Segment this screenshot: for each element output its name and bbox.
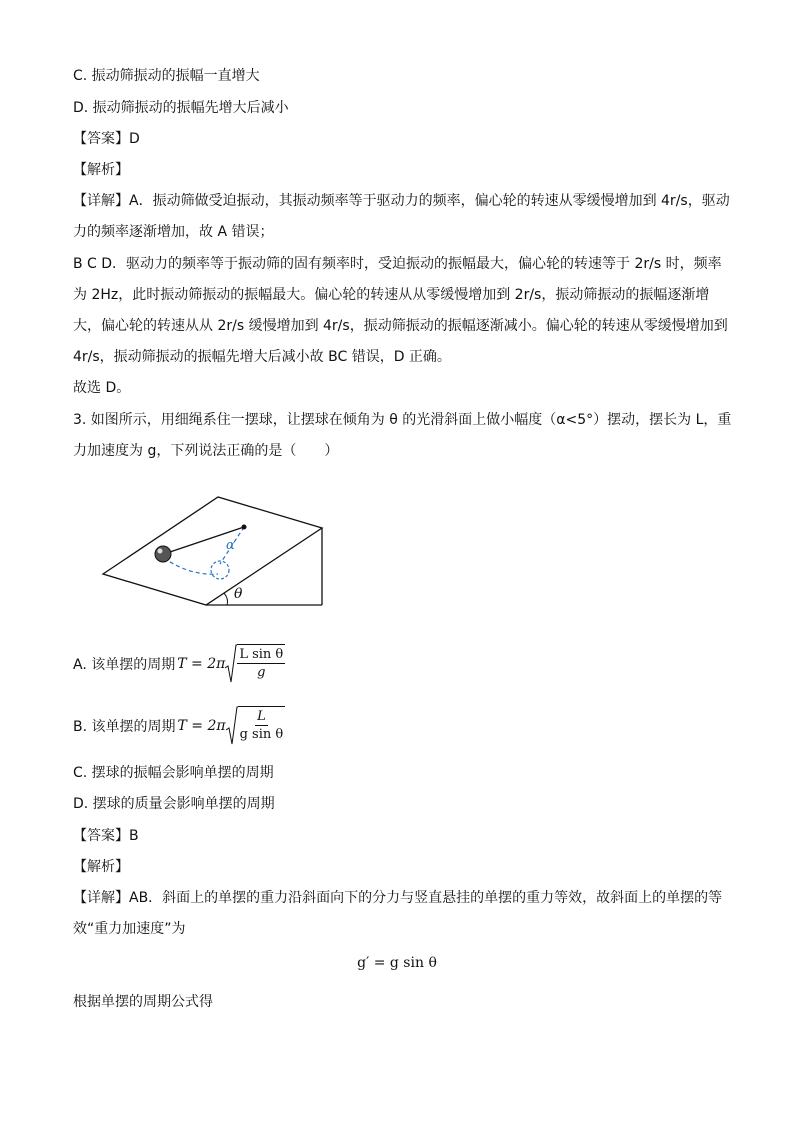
option-a-lhs: T = 2π	[177, 656, 226, 672]
option-d-previous: D. 振动筛振动的振幅先增大后减小	[73, 100, 289, 116]
option-a-denominator: g	[257, 665, 266, 680]
analysis-label-2: 【解析】	[73, 859, 129, 875]
option-b-sqrt	[226, 706, 286, 746]
option-b-lhs: T = 2π	[177, 718, 226, 734]
alpha-label: α	[226, 538, 235, 553]
pendulum-ball	[155, 546, 171, 562]
option-a-sqrt	[225, 644, 285, 684]
final-line: 根据单摆的周期公式得	[73, 994, 213, 1010]
option-a-numerator: L sin θ	[239, 647, 284, 662]
option-c: C. 摆球的振幅会影响单摆的周期	[73, 765, 274, 781]
option-b-numerator: L	[257, 709, 266, 724]
theta-label: θ	[234, 586, 243, 602]
option-c-previous: C. 振动筛振动的振幅一直增大	[73, 68, 260, 84]
conclusion-1: 故选 D。	[73, 380, 131, 396]
swing-arc-dashed	[164, 558, 218, 574]
detail-paragraph-1: 【详解】A．振动筛做受迫振动，其振动频率等于驱动力的频率，偏心轮的转速从零缓慢增加到 4r/s，驱动力的频率逐渐增加，故 A 错误；	[73, 193, 730, 240]
option-a	[73, 643, 285, 685]
pendulum-ball-highlight	[158, 549, 163, 554]
question-3-stem: 3. 如图所示，用细绳系住一摆球，让摆球在倾角为 θ 的光滑斜面上做小幅度（α<5°）摆动，摆长为 L，重力加速度为 g，下列说法正确的是（ ）	[73, 412, 732, 459]
option-d: D. 摆球的质量会影响单摆的周期	[73, 796, 275, 812]
incline-pendulum-figure	[98, 492, 330, 608]
incline-plane	[103, 497, 322, 605]
formula-effective-gravity: g′ = g sin θ	[357, 955, 437, 971]
option-b	[73, 705, 285, 747]
theta-angle-arc	[224, 593, 228, 605]
detail-paragraph-3: 【详解】AB．斜面上的单摆的重力沿斜面向下的分力与竖直悬挂的单摆的重力等效，故斜面上的单摆的等效“重力加速度”为	[73, 890, 723, 937]
option-b-denominator: g sin θ	[239, 727, 284, 742]
answer-label-2: 【答案】B	[73, 828, 139, 844]
detail-paragraph-2: B C D．驱动力的频率等于振动筛的固有频率时，受迫振动的振幅最大，偏心轮的转速等于 2r/s 时，频率为 2Hz，此时振动筛振动的振幅最大。偏心轮的转速从从零缓慢增加到 2r/s，振动筛振动的振幅逐渐增大，偏心轮的转速从从 2r/s 缓慢增加到 4r/s，振动筛振动的振幅逐渐减小。偏心轮的转速从零缓慢增加到 4r/s，振动筛振动的振幅先增大后减小故 BC 错误，D 正确。	[73, 256, 728, 365]
option-b-label: B. 该单摆的周期	[73, 719, 176, 735]
pivot-point	[242, 525, 247, 530]
answer-label-1: 【答案】D	[73, 131, 140, 147]
analysis-label-1: 【解析】	[73, 162, 129, 178]
option-a-label: A. 该单摆的周期	[73, 657, 176, 673]
